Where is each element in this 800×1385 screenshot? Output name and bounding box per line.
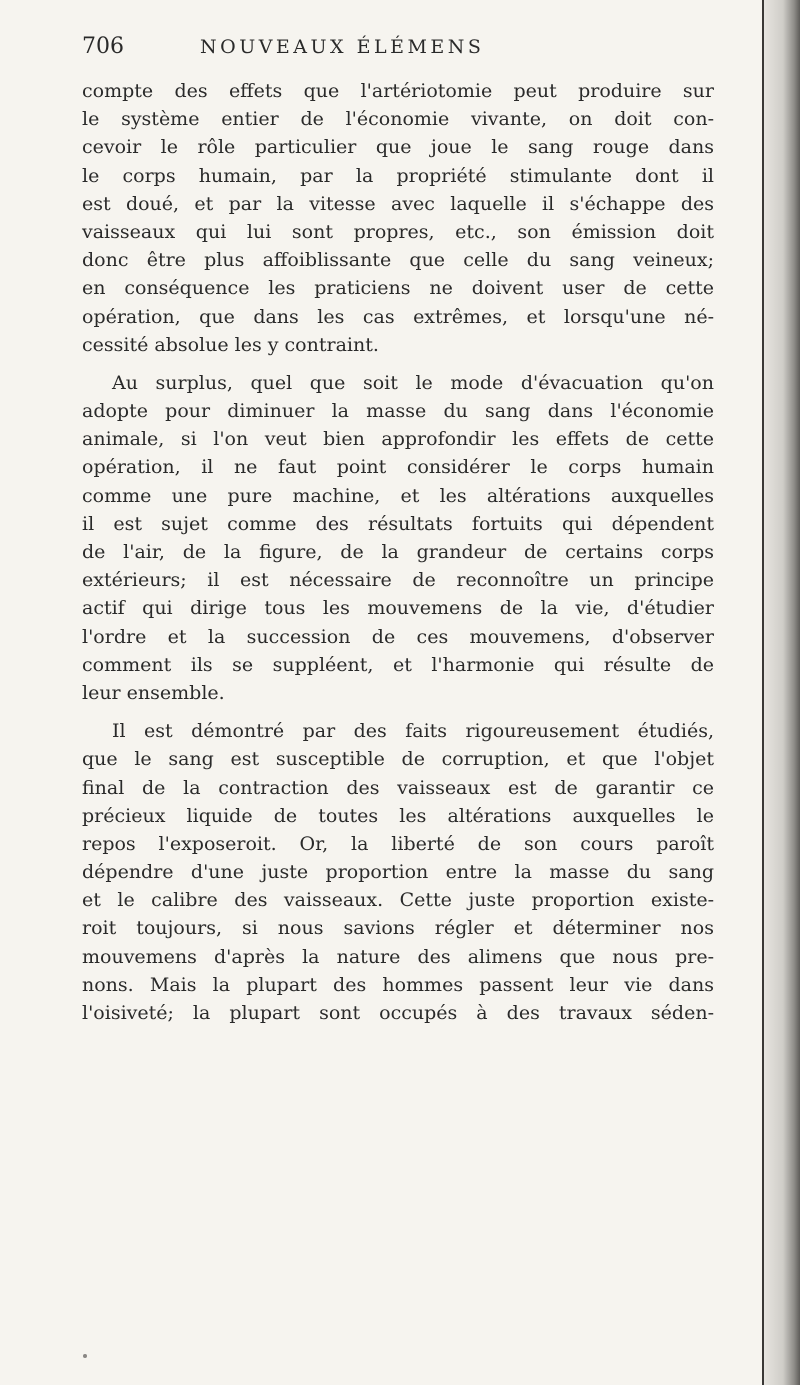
text-line: mouvemens d'après la nature des alimens que nous pre-: [82, 945, 714, 968]
page-number: 706: [82, 34, 124, 59]
text-line: l'ordre et la succession de ces mouvemens, d'observer: [82, 625, 714, 648]
text-line: le corps humain, par la propriété stimulante dont il: [82, 164, 714, 187]
text-line: de l'air, de la figure, de la grandeur de certains corps: [82, 541, 714, 563]
text-line: Au surplus, quel que soit le mode d'évacuation qu'on: [112, 371, 714, 394]
text-line: et le calibre des vaisseaux. Cette juste proportion existe-: [82, 889, 714, 912]
paragraph-1: [82, 77, 714, 359]
paragraph-3: [82, 717, 714, 1027]
text-line: leur ensemble.: [82, 681, 225, 704]
text-line: est doué, et par la vitesse avec laquelle il s'échappe des: [82, 192, 714, 215]
paragraph-2: [82, 369, 714, 707]
text-line: il est sujet comme des résultats fortuits qui dépendent: [82, 512, 714, 535]
text-line: en conséquence les praticiens ne doivent user de cette: [82, 277, 714, 300]
text-line: roit toujours, si nous savions régler et déterminer nos: [82, 917, 714, 940]
text-line: final de la contraction des vaisseaux est de garantir ce: [82, 776, 714, 799]
text-line: vaisseaux qui lui sont propres, etc., son émission doit: [82, 220, 714, 243]
text-line: opération, que dans les cas extrêmes, et lorsqu'une né-: [82, 305, 714, 328]
text-line: compte des effets que l'artériotomie peut produire sur: [82, 80, 714, 102]
text-line: comment ils se suppléent, et l'harmonie qui résulte de: [82, 653, 714, 676]
text-line: adopte pour diminuer la masse du sang dans l'économie: [82, 400, 714, 423]
text-line: repos l'exposeroit. Or, la liberté de son cours paroît: [82, 832, 714, 855]
text-line: Il est démontré par des faits rigoureusement étudiés,: [112, 720, 714, 743]
text-line: précieux liquide de toutes les altérations auxquelles le: [82, 804, 714, 827]
text-line: extérieurs; il est nécessaire de reconnoître un principe: [82, 569, 714, 592]
running-head: NOUVEAUX ÉLÉMENS: [200, 36, 485, 58]
text-line: l'oisiveté; la plupart sont occupés à des travaux séden-: [82, 1002, 714, 1024]
paragraph-spacer: [82, 707, 714, 717]
text-line: cevoir le rôle particulier que joue le sang rouge dans: [82, 136, 714, 159]
body-text: [82, 77, 714, 1027]
text-line: nons. Mais la plupart des hommes passent leur vie dans: [82, 973, 714, 996]
page-gutter: [762, 0, 800, 1385]
text-line: actif qui dirige tous les mouvemens de la vie, d'étudier: [82, 597, 714, 620]
text-line: donc être plus affoiblissante que celle du sang veineux;: [82, 249, 714, 272]
text-line: que le sang est susceptible de corruption, et que l'objet: [82, 748, 714, 771]
ink-speck: [83, 1354, 87, 1358]
text-line: comme une pure machine, et les altérations auxquelles: [82, 484, 714, 507]
text-line: opération, il ne faut point considérer le corps humain: [82, 456, 714, 479]
paragraph-spacer: [82, 359, 714, 369]
gutter-edge: [762, 0, 764, 1385]
text-line: cessité absolue les y contraint.: [82, 333, 379, 356]
text-line: le système entier de l'économie vivante, on doit con-: [82, 108, 714, 131]
text-line: dépendre d'une juste proportion entre la masse du sang: [82, 861, 714, 884]
page-header: [82, 34, 702, 64]
text-line: animale, si l'on veut bien approfondir les effets de cette: [82, 428, 714, 451]
